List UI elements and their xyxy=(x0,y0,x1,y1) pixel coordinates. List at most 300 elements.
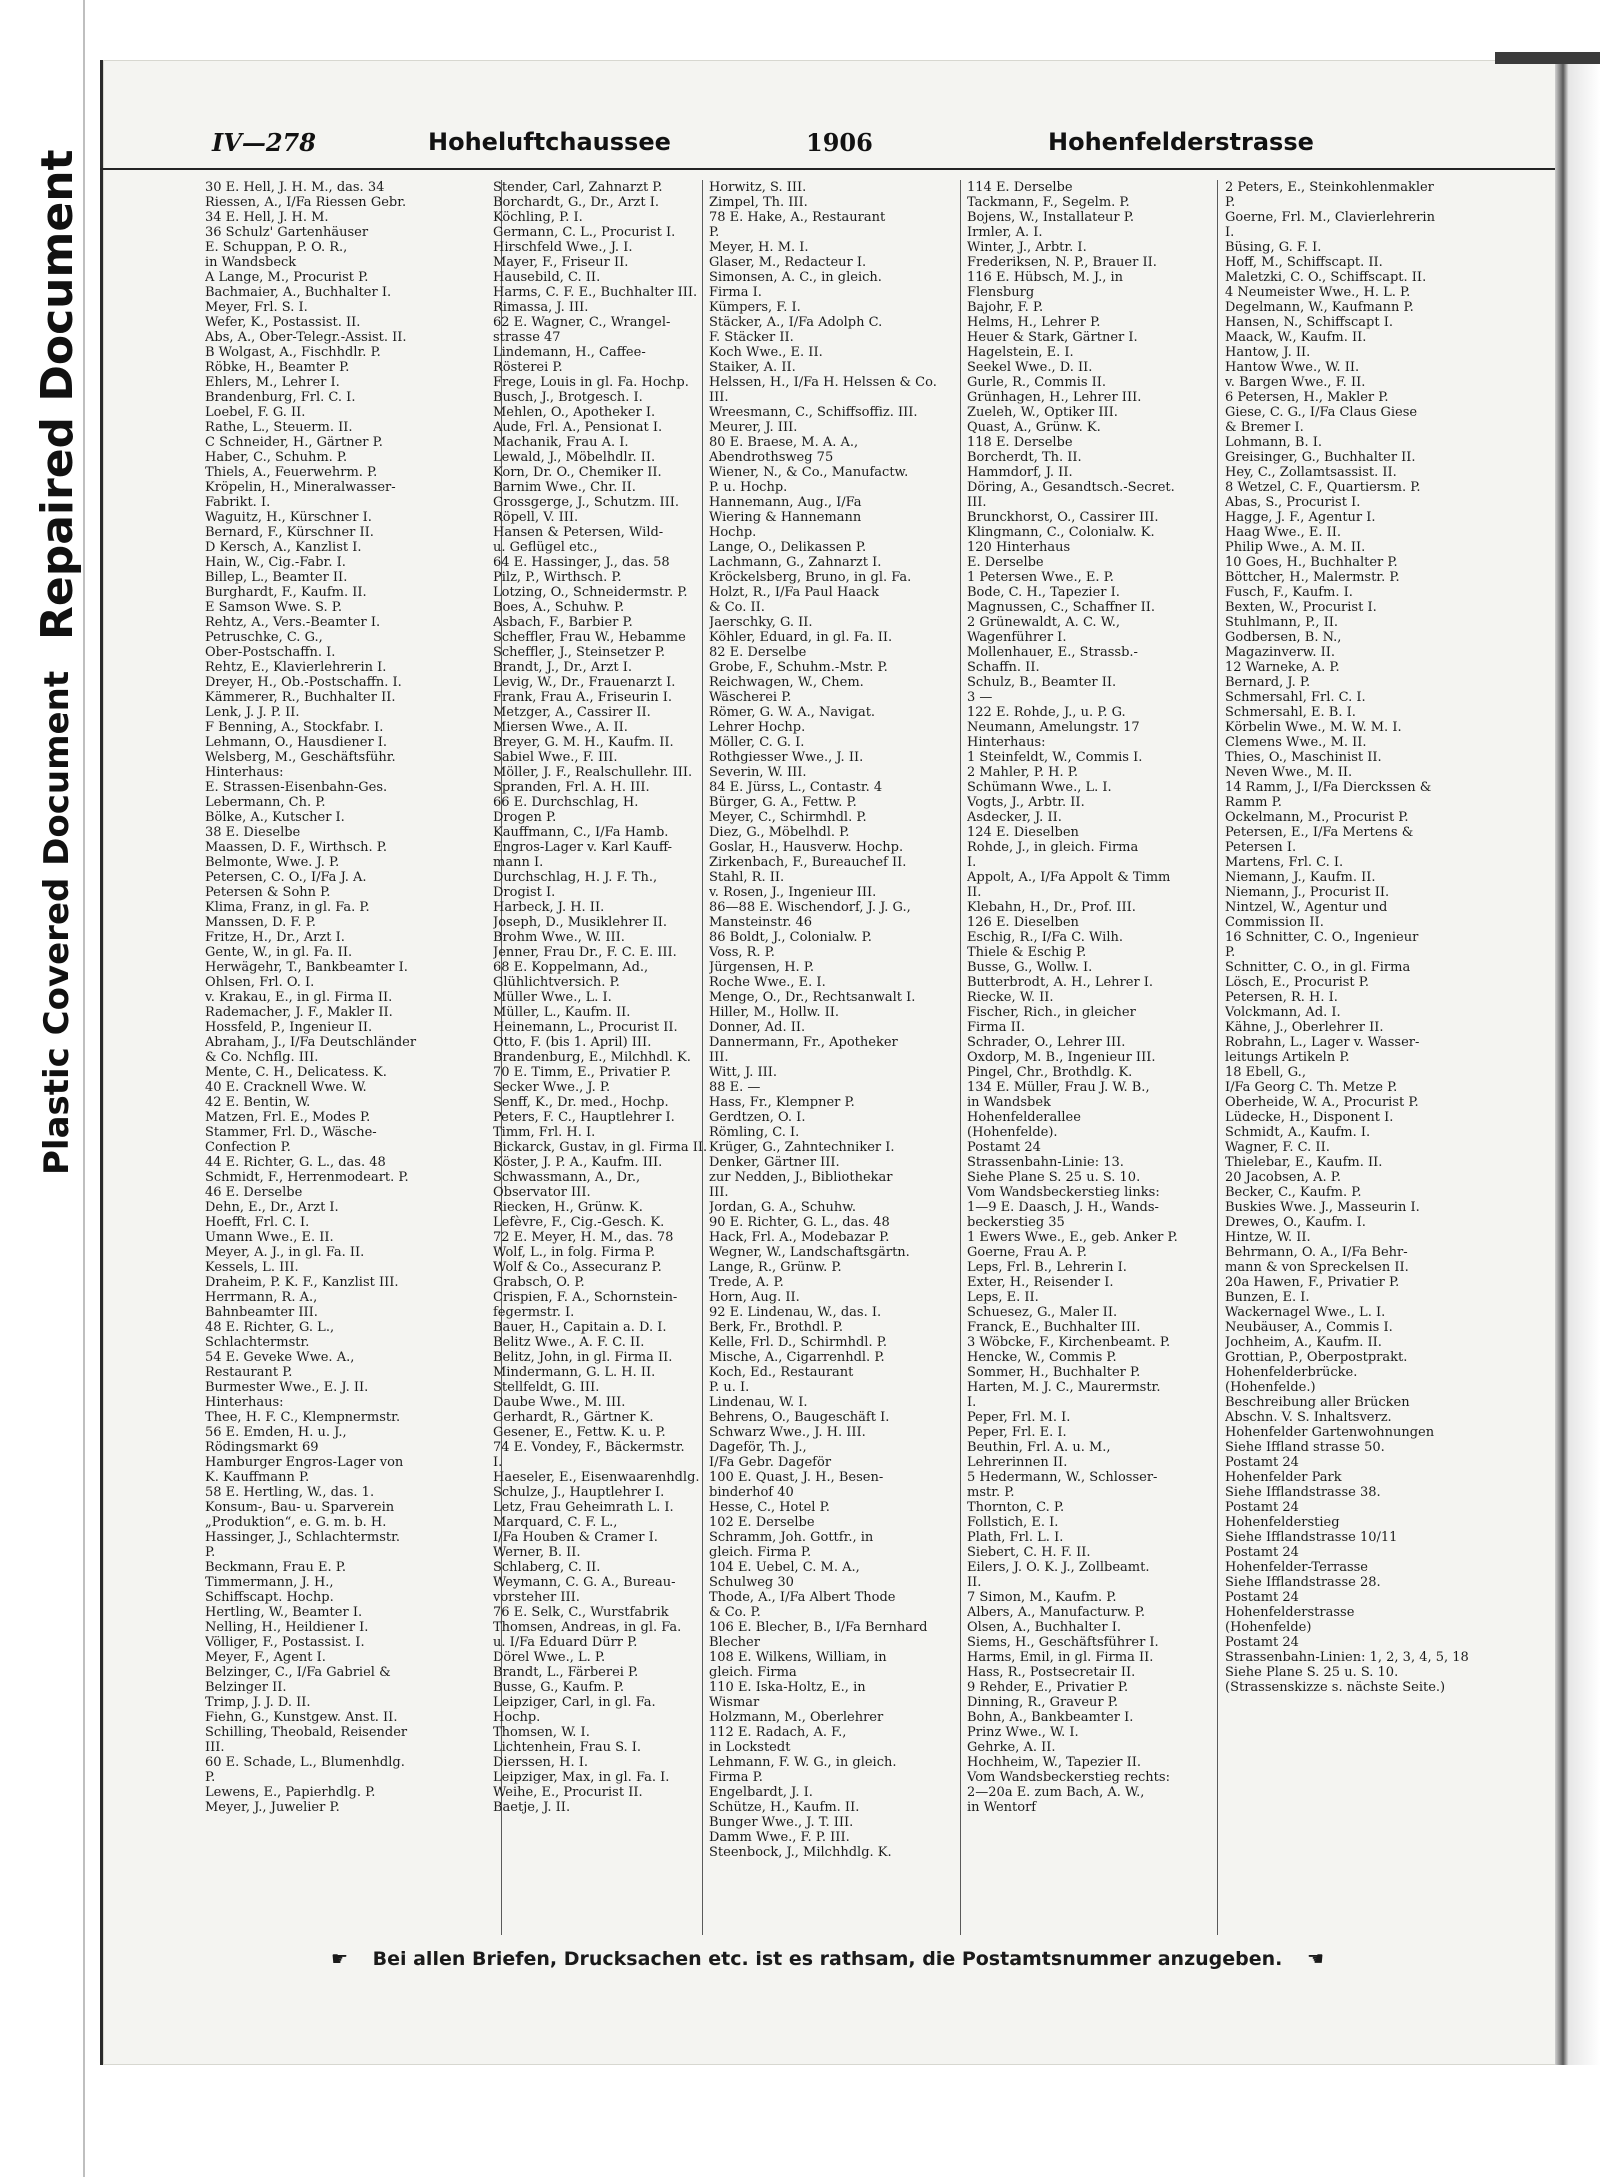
directory-entry: Kauffmann, C., I/Fa Hamb. xyxy=(493,825,669,840)
directory-entry: Boes, A., Schuhw. P. xyxy=(493,600,625,615)
directory-entry: I/Fa Gebr. Dageför xyxy=(709,1455,832,1470)
directory-entry: Hohenfelder Gartenwohnungen xyxy=(1225,1425,1435,1440)
directory-entry: 1 Ewers Wwe., E., geb. Anker P. xyxy=(967,1230,1178,1245)
directory-entry: Hannemann, Aug., I/Fa xyxy=(709,495,862,510)
directory-entry: Daube Wwe., M. III. xyxy=(493,1395,626,1410)
directory-entry: Thornton, C. P. xyxy=(967,1500,1065,1515)
directory-entry: Bürger, G. A., Fettw. P. xyxy=(709,795,857,810)
directory-entry: Belzinger, C., I/Fa Gabriel & xyxy=(205,1665,391,1680)
directory-entry: Schaffn. II. xyxy=(967,660,1040,675)
directory-entry: 126 E. Dieselben xyxy=(967,915,1079,930)
directory-entry: Becker, C., Kaufm. P. xyxy=(1225,1185,1362,1200)
directory-entry: Trimp, J. J. D. II. xyxy=(205,1695,311,1710)
directory-entry: Brandt, J., Dr., Arzt I. xyxy=(493,660,632,675)
directory-entry: Hochp. xyxy=(709,525,757,540)
directory-entry: Firma II. xyxy=(967,1020,1026,1035)
directory-entry: Witt, J. III. xyxy=(709,1065,778,1080)
directory-entry: Wolf & Co., Assecuranz P. xyxy=(493,1260,662,1275)
directory-entry: 7 Simon, M., Kaufm. P. xyxy=(967,1590,1117,1605)
directory-entry: Menge, O., Dr., Rechtsanwalt I. xyxy=(709,990,916,1005)
directory-entry: Hintze, W. II. xyxy=(1225,1230,1311,1245)
directory-entry: Abendrothsweg 75 xyxy=(709,450,834,465)
directory-entry: Hassinger, J., Schlachtermstr. xyxy=(205,1530,401,1545)
directory-entry: Köchling, P. I. xyxy=(493,210,583,225)
directory-entry: Hertling, W., Beamter I. xyxy=(205,1605,363,1620)
directory-entry: Schramm, Joh. Gottfr., in xyxy=(709,1530,874,1545)
directory-entry: 1 Steinfeldt, W., Commis I. xyxy=(967,750,1143,765)
directory-columns xyxy=(205,180,1550,1940)
directory-entry: F. Stäcker II. xyxy=(709,330,794,345)
directory-entry: Lewens, E., Papierhdlg. P. xyxy=(205,1785,376,1800)
directory-entry: 48 E. Richter, G. L., xyxy=(205,1320,335,1335)
directory-entry: Welsberg, M., Geschäftsführ. xyxy=(205,750,396,765)
directory-entry: Voss, R. P. xyxy=(709,945,775,960)
directory-entry: Weymann, C. G. A., Bureau- xyxy=(493,1575,676,1590)
directory-entry: Klebahn, H., Dr., Prof. III. xyxy=(967,900,1136,915)
directory-entry: Wismar xyxy=(709,1695,760,1710)
directory-entry: 14 Ramm, J., I/Fa Dierckssen & xyxy=(1225,780,1432,795)
directory-entry: Meurer, J. III. xyxy=(709,420,798,435)
directory-entry: Pilz, P., Wirthsch. P. xyxy=(493,570,622,585)
directory-entry: Ober-Postschaffn. I. xyxy=(205,645,336,660)
scan-margin-strip xyxy=(0,0,85,2177)
directory-entry: Hamburger Engros-Lager von xyxy=(205,1455,404,1470)
directory-entry: Maack, W., Kaufm. II. xyxy=(1225,330,1367,345)
directory-entry: 38 E. Dieselbe xyxy=(205,825,301,840)
directory-entry: Thiele & Eschig P. xyxy=(967,945,1087,960)
directory-entry: Gente, W., in gl. Fa. II. xyxy=(205,945,353,960)
directory-entry: Frege, Louis in gl. Fa. Hochp. xyxy=(493,375,689,390)
directory-entry: Brandt, L., Färberei P. xyxy=(493,1665,639,1680)
directory-entry: Clemens Wwe., M. II. xyxy=(1225,735,1367,750)
directory-entry: Möller, J. F., Realschullehr. III. xyxy=(493,765,693,780)
directory-entry: Crispien, F. A., Schornstein- xyxy=(493,1290,678,1305)
directory-entry: Pingel, Chr., Brothdlg. K. xyxy=(967,1065,1133,1080)
directory-entry: Petersen, C. O., I/Fa J. A. xyxy=(205,870,367,885)
directory-entry: Niemann, J., Kaufm. II. xyxy=(1225,870,1376,885)
directory-entry: Glaser, M., Redacteur I. xyxy=(709,255,867,270)
directory-entry: Breyer, G. M. H., Kaufm. II. xyxy=(493,735,674,750)
directory-entry: Asbach, F., Barbier P. xyxy=(493,615,633,630)
directory-entry: Magnussen, C., Schaffner II. xyxy=(967,600,1156,615)
directory-entry: 80 E. Braese, M. A. A., xyxy=(709,435,859,450)
directory-entry: Giese, C. G., I/Fa Claus Giese xyxy=(1225,405,1418,420)
directory-entry: 76 E. Selk, C., Wurstfabrik xyxy=(493,1605,669,1620)
directory-entry: Severin, W. III. xyxy=(709,765,807,780)
directory-entry: Brohm Wwe., W. III. xyxy=(493,930,625,945)
directory-entry: Borcherdt, Th. II. xyxy=(967,450,1082,465)
directory-entry: Jochheim, A., Kaufm. II. xyxy=(1225,1335,1382,1350)
directory-entry: Burmester Wwe., E. J. II. xyxy=(205,1380,369,1395)
directory-entry: Oberheide, W. A., Procurist P. xyxy=(1225,1095,1419,1110)
directory-entry: Wackernagel Wwe., L. I. xyxy=(1225,1305,1386,1320)
directory-entry: Mansteinstr. 46 xyxy=(709,915,813,930)
directory-entry: Leipziger, Max, in gl. Fa. I. xyxy=(493,1770,670,1785)
directory-entry: Levig, W., Dr., Frauenarzt I. xyxy=(493,675,676,690)
directory-entry: Quast, A., Grünw. K. xyxy=(967,420,1101,435)
directory-entry: Firma I. xyxy=(709,285,762,300)
directory-entry: Schlaberg, C. II. xyxy=(493,1560,601,1575)
directory-entry: Horn, Aug. II. xyxy=(709,1290,800,1305)
directory-entry: Hochp. xyxy=(493,1710,541,1725)
directory-entry: Dehn, E., Dr., Arzt I. xyxy=(205,1200,339,1215)
directory-entry: Siehe Ifflandstrasse 28. xyxy=(1225,1575,1381,1590)
page-footer-notice xyxy=(100,1948,1555,1978)
directory-entry: Lebermann, Ch. P. xyxy=(205,795,326,810)
directory-entry: 16 Schnitter, C. O., Ingenieur xyxy=(1225,930,1419,945)
directory-entry: Strassenbahn-Linie: 13. xyxy=(967,1155,1124,1170)
directory-entry: Belitz, John, in gl. Firma II. xyxy=(493,1350,673,1365)
directory-entry: Letz, Frau Geheimrath L. I. xyxy=(493,1500,674,1515)
header-rule xyxy=(100,168,1555,170)
directory-entry: 100 E. Quast, J. H., Besen- xyxy=(709,1470,884,1485)
directory-entry: Greisinger, G., Buchhalter II. xyxy=(1225,450,1416,465)
directory-entry: Timm, Frl. H. I. xyxy=(493,1125,596,1140)
directory-entry: & Bremer I. xyxy=(1225,420,1304,435)
directory-entry: Busch, J., Brotgesch. I. xyxy=(493,390,643,405)
pointing-hand-icon: ☚ xyxy=(1307,1948,1325,1970)
directory-entry: Wreesmann, C., Schiffsoffiz. III. xyxy=(709,405,918,420)
directory-entry: Metzger, A., Cassirer II. xyxy=(493,705,651,720)
directory-entry: Heuer & Stark, Gärtner I. xyxy=(967,330,1138,345)
directory-entry: Horwitz, S. III. xyxy=(709,180,807,195)
directory-entry: Burghardt, F., Kaufm. II. xyxy=(205,585,367,600)
directory-entry: Haeseler, E., Eisenwaarenhdlg. xyxy=(493,1470,700,1485)
header-street-right: Hohenfelderstrasse xyxy=(1048,128,1314,156)
repaired-document-label: Repaired Document xyxy=(32,149,83,640)
directory-entry: Degelmann, W., Kaufmann P. xyxy=(1225,300,1414,315)
pointing-hand-icon: ☛ xyxy=(330,1948,348,1970)
directory-entry: Hohenfelderallee xyxy=(967,1110,1081,1125)
directory-entry: v. Krakau, E., in gl. Firma II. xyxy=(205,990,393,1005)
directory-entry: Hey, C., Zollamtsassist. II. xyxy=(1225,465,1397,480)
directory-entry: Jaerschky, G. II. xyxy=(709,615,813,630)
directory-entry: 1 Petersen Wwe., E. P. xyxy=(967,570,1114,585)
header-street-left: Hoheluftchaussee xyxy=(428,128,671,156)
directory-entry: K. Kauffmann P. xyxy=(205,1470,310,1485)
directory-entry: Machanik, Frau A. I. xyxy=(493,435,629,450)
directory-entry: 20 Jacobsen, A. P. xyxy=(1225,1170,1341,1185)
directory-entry: Herrmann, R. A., xyxy=(205,1290,318,1305)
directory-entry: Siehe Plane S. 25 u. S. 10. xyxy=(1225,1665,1399,1680)
directory-entry: Hencke, W., Commis P. xyxy=(967,1350,1117,1365)
directory-entry: Möller, C. G. I. xyxy=(709,735,805,750)
directory-entry: Appolt, A., I/Fa Appolt & Timm xyxy=(967,870,1171,885)
directory-entry: Lehrer Hochp. xyxy=(709,720,806,735)
directory-entry: Bexten, W., Procurist I. xyxy=(1225,600,1377,615)
directory-entry: Gesener, E., Fettw. K. u. P. xyxy=(493,1425,666,1440)
directory-entry: Grobe, F., Schuhm.-Mstr. P. xyxy=(709,660,888,675)
directory-entry: 2 Grünewaldt, A. C. W., xyxy=(967,615,1121,630)
directory-entry: Meyer, C., Schirmhdl. P. xyxy=(709,810,867,825)
directory-entry: Tackmann, F., Segelm. P. xyxy=(967,195,1130,210)
directory-entry: Stellfeldt, G. III. xyxy=(493,1380,600,1395)
directory-entry: in Wentorf xyxy=(967,1800,1037,1815)
directory-entry: Bojens, W., Installateur P. xyxy=(967,210,1135,225)
directory-entry: Petersen I. xyxy=(1225,840,1297,855)
directory-entry: 60 E. Schade, L., Blumenhdlg. xyxy=(205,1755,405,1770)
directory-column-2 xyxy=(493,180,728,1940)
directory-entry: mann & von Spreckelsen II. xyxy=(1225,1260,1409,1275)
footer-text: Bei allen Briefen, Drucksachen etc. ist es rathsam, die Postamtsnummer anzugeben. xyxy=(372,1948,1283,1970)
directory-entry: P. xyxy=(1225,195,1236,210)
directory-entry: 86—88 E. Wischendorf, J. J. G., xyxy=(709,900,911,915)
directory-entry: Abschn. V. S. Inhaltsverz. xyxy=(1225,1410,1392,1425)
directory-entry: Lewald, J., Möbelhdlr. II. xyxy=(493,450,656,465)
directory-column-5 xyxy=(1225,180,1471,1940)
directory-entry: Kröckelsberg, Bruno, in gl. Fa. xyxy=(709,570,912,585)
directory-entry: Köhler, Eduard, in gl. Fa. II. xyxy=(709,630,893,645)
directory-entry: Fiehn, G., Kunstgew. Anst. II. xyxy=(205,1710,398,1725)
directory-entry: Petersen & Sohn P. xyxy=(205,885,331,900)
directory-entry: E. Strassen-Eisenbahn-Ges. xyxy=(205,780,388,795)
directory-entry: Lotzing, O., Schneidermstr. P. xyxy=(493,585,688,600)
directory-entry: Lichtenhein, Frau S. I. xyxy=(493,1740,642,1755)
directory-entry: v. Bargen Wwe., F. II. xyxy=(1225,375,1366,390)
directory-entry: 58 E. Hertling, W., das. 1. xyxy=(205,1485,375,1500)
directory-entry: Gurle, R., Commis II. xyxy=(967,375,1107,390)
directory-entry: Stender, Carl, Zahnarzt P. xyxy=(493,180,663,195)
directory-entry: Diez, G., Möbelhdl. P. xyxy=(709,825,850,840)
directory-entry: Schulz, B., Beamter II. xyxy=(967,675,1117,690)
directory-entry: Goerne, Frau A. P. xyxy=(967,1245,1087,1260)
directory-entry: Lachmann, G., Zahnarzt I. xyxy=(709,555,882,570)
directory-entry: & Co. Nchflg. III. xyxy=(205,1050,319,1065)
directory-entry: Körbelin Wwe., M. W. M. I. xyxy=(1225,720,1402,735)
directory-entry: Werner, B. II. xyxy=(493,1545,581,1560)
directory-entry: Zimpel, Th. III. xyxy=(709,195,808,210)
directory-entry: Marquard, C. F. L., xyxy=(493,1515,618,1530)
directory-entry: 3 Wöbcke, F., Kirchenbeamt. P. xyxy=(967,1335,1171,1350)
directory-entry: 82 E. Derselbe xyxy=(709,645,807,660)
directory-entry: Thomsen, W. I. xyxy=(493,1725,590,1740)
directory-entry: Spranden, Frl. A. H. III. xyxy=(493,780,650,795)
directory-entry: P. u. Hochp. xyxy=(709,480,788,495)
directory-entry: Barnim Wwe., Chr. II. xyxy=(493,480,636,495)
directory-entry: Bunger Wwe., J. T. III. xyxy=(709,1815,854,1830)
directory-entry: Bunzen, E. I. xyxy=(1225,1290,1310,1305)
directory-entry: Postamt 24 xyxy=(1225,1455,1299,1470)
directory-entry: Glühlichtversich. P. xyxy=(493,975,620,990)
directory-entry: Jenner, Frau Dr., F. C. E. III. xyxy=(493,945,677,960)
directory-entry: III. xyxy=(205,1740,225,1755)
directory-entry: Drogen P. xyxy=(493,810,557,825)
directory-entry: 120 Hinterhaus xyxy=(967,540,1071,555)
directory-entry: Irmler, A. I. xyxy=(967,225,1043,240)
directory-entry: Brunckhorst, O., Cassirer III. xyxy=(967,510,1159,525)
directory-entry: Lüdecke, H., Disponent I. xyxy=(1225,1110,1394,1125)
directory-entry: I/Fa Georg C. Th. Metze P. xyxy=(1225,1080,1398,1095)
page-header xyxy=(100,128,1555,168)
directory-entry: Wefer, K., Postassist. II. xyxy=(205,315,361,330)
directory-entry: Joseph, D., Musiklehrer II. xyxy=(493,915,667,930)
directory-entry: Ramm P. xyxy=(1225,795,1282,810)
directory-entry: Waguitz, H., Kürschner I. xyxy=(205,510,372,525)
directory-entry: Schmidt, F., Herrenmodeart. P. xyxy=(205,1170,409,1185)
directory-entry: III. xyxy=(709,1050,729,1065)
directory-entry: Haag Wwe., E. II. xyxy=(1225,525,1342,540)
directory-entry: Busse, G., Wollw. I. xyxy=(967,960,1093,975)
directory-entry: 36 Schulz' Gartenhäuser xyxy=(205,225,369,240)
directory-entry: Trede, A. P. xyxy=(709,1275,784,1290)
directory-entry: leitungs Artikeln P. xyxy=(1225,1050,1350,1065)
directory-entry: Butterbrodt, A. H., Lehrer I. xyxy=(967,975,1154,990)
directory-entry: mstr. P. xyxy=(967,1485,1015,1500)
directory-entry: Holzmann, M., Oberlehrer xyxy=(709,1710,884,1725)
directory-entry: Frederiksen, N. P., Brauer II. xyxy=(967,255,1157,270)
directory-entry: Goslar, H., Hausverw. Hochp. xyxy=(709,840,904,855)
directory-entry: Schwarz Wwe., J. H. III. xyxy=(709,1425,866,1440)
directory-entry: Durchschlag, H. J. F. Th., xyxy=(493,870,658,885)
directory-entry: 66 E. Durchschlag, H. xyxy=(493,795,639,810)
directory-entry: Mische, A., Cigarrenhdl. P. xyxy=(709,1350,885,1365)
directory-entry: Grottian, P., Oberpostprakt. xyxy=(1225,1350,1408,1365)
directory-entry: Röpell, V. III. xyxy=(493,510,579,525)
directory-entry: Albers, A., Manufacturw. P. xyxy=(967,1605,1146,1620)
directory-entry: 90 E. Richter, G. L., das. 48 xyxy=(709,1215,890,1230)
directory-entry: Hantow Wwe., W. II. xyxy=(1225,360,1360,375)
directory-entry: 78 E. Hake, A., Restaurant xyxy=(709,210,886,225)
directory-entry: Thode, A., I/Fa Albert Thode xyxy=(709,1590,896,1605)
directory-entry: Commission II. xyxy=(1225,915,1324,930)
directory-entry: 5 Hedermann, W., Schlosser- xyxy=(967,1470,1158,1485)
directory-entry: D Kersch, A., Kanzlist I. xyxy=(205,540,362,555)
directory-entry: Schmersahl, E. B. I. xyxy=(1225,705,1356,720)
directory-entry: 2 Mahler, P. H. P. xyxy=(967,765,1078,780)
directory-entry: Lösch, E., Procurist P. xyxy=(1225,975,1370,990)
directory-entry: Schrader, O., Lehrer III. xyxy=(967,1035,1126,1050)
directory-entry: Bickarck, Gustav, in gl. Firma II. xyxy=(493,1140,708,1155)
directory-entry: (Strassenskizze s. nächste Seite.) xyxy=(1225,1680,1446,1695)
directory-entry: Bölke, A., Kutscher I. xyxy=(205,810,345,825)
directory-entry: Dinning, R., Graveur P. xyxy=(967,1695,1118,1710)
directory-entry: Ohlsen, Frl. O. I. xyxy=(205,975,315,990)
directory-entry: Magazinverw. II. xyxy=(1225,645,1336,660)
directory-entry: Leipziger, Carl, in gl. Fa. xyxy=(493,1695,656,1710)
binding-mark xyxy=(1495,52,1600,64)
directory-entry: Abas, S., Procurist I. xyxy=(1225,495,1361,510)
directory-entry: Nelling, H., Heildiener I. xyxy=(205,1620,369,1635)
plastic-covered-document-label: Plastic Covered Document xyxy=(37,670,77,1175)
directory-entry: Mayer, F., Friseur II. xyxy=(493,255,629,270)
directory-entry: 4 Neumeister Wwe., H. L. P. xyxy=(1225,285,1411,300)
directory-entry: 2—20a E. zum Bach, A. W., xyxy=(967,1785,1145,1800)
directory-entry: binderhof 40 xyxy=(709,1485,794,1500)
directory-entry: Siehe Ifflandstrasse 10/11 xyxy=(1225,1530,1398,1545)
directory-entry: 20a Hawen, F., Privatier P. xyxy=(1225,1275,1400,1290)
directory-entry: Zueleh, W., Optiker III. xyxy=(967,405,1118,420)
directory-entry: 46 E. Derselbe xyxy=(205,1185,303,1200)
directory-entry: in Wandsbeck xyxy=(205,255,297,270)
directory-entry: 18 Ebell, G., xyxy=(1225,1065,1306,1080)
directory-entry: II. xyxy=(967,1575,982,1590)
directory-entry: III. xyxy=(709,390,729,405)
page-number: IV—278 xyxy=(212,128,316,157)
directory-entry: Schulze, J., Hauptlehrer I. xyxy=(493,1485,665,1500)
directory-entry: Blecher xyxy=(709,1635,760,1650)
directory-entry: Eschig, R., I/Fa C. Wilh. xyxy=(967,930,1123,945)
directory-entry: Petruschke, C. G., xyxy=(205,630,323,645)
directory-entry: Holzt, R., I/Fa Paul Haack xyxy=(709,585,879,600)
directory-entry: Hohenfelderstieg xyxy=(1225,1515,1340,1530)
directory-entry: Wiener, N., & Co., Manufactw. xyxy=(709,465,909,480)
directory-entry: Schnitter, C. O., in gl. Firma xyxy=(1225,960,1411,975)
directory-entry: Meyer, H. M. I. xyxy=(709,240,809,255)
directory-entry: 84 E. Jürss, L., Contastr. 4 xyxy=(709,780,883,795)
directory-entry: Schmidt, A., Kaufm. I. xyxy=(1225,1125,1371,1140)
directory-entry: strasse 47 xyxy=(493,330,561,345)
directory-entry: Niemann, J., Procurist II. xyxy=(1225,885,1390,900)
directory-entry: Lange, R., Grünw. P. xyxy=(709,1260,842,1275)
directory-entry: Hass, Fr., Klempner P. xyxy=(709,1095,855,1110)
directory-entry: Timmermann, J. H., xyxy=(205,1575,334,1590)
directory-entry: Matzen, Frl. E., Modes P. xyxy=(205,1110,371,1125)
directory-entry: Gehrke, A. II. xyxy=(967,1740,1056,1755)
directory-entry: Böttcher, H., Malermstr. P. xyxy=(1225,570,1400,585)
directory-entry: Plath, Frl. L. I. xyxy=(967,1530,1064,1545)
directory-entry: Kämmerer, R., Buchhalter II. xyxy=(205,690,396,705)
directory-entry: Hammdorf, J. II. xyxy=(967,465,1073,480)
directory-entry: Rimassa, J. III. xyxy=(493,300,589,315)
directory-entry: Bohn, A., Bankbeamter I. xyxy=(967,1710,1134,1725)
directory-entry: Lehmann, O., Hausdiener I. xyxy=(205,735,388,750)
directory-entry: (Hohenfelde.) xyxy=(1225,1380,1316,1395)
directory-entry: Busse, G., Kaufm. P. xyxy=(493,1680,625,1695)
directory-entry: 102 E. Derselbe xyxy=(709,1515,815,1530)
directory-entry: Mollenhauer, E., Strassb.- xyxy=(967,645,1138,660)
directory-entry: Völliger, F., Postassist. I. xyxy=(205,1635,365,1650)
directory-entry: Rehtz, E., Klavierlehrerin I. xyxy=(205,660,387,675)
directory-entry: I/Fa Houben & Cramer I. xyxy=(493,1530,658,1545)
directory-entry: Hoff, M., Schiffscapt. II. xyxy=(1225,255,1383,270)
directory-entry: Siehe Iffland strasse 50. xyxy=(1225,1440,1385,1455)
directory-entry: Schütze, H., Kaufm. II. xyxy=(709,1800,860,1815)
directory-entry: Meyer, J., Juwelier P. xyxy=(205,1800,340,1815)
directory-entry: 62 E. Wagner, C., Wrangel- xyxy=(493,315,671,330)
directory-entry: Römer, G. W. A., Navigat. xyxy=(709,705,876,720)
directory-entry: Wagner, F. C. II. xyxy=(1225,1140,1330,1155)
directory-entry: 114 E. Derselbe xyxy=(967,180,1073,195)
directory-entry: Sabiel Wwe., F. III. xyxy=(493,750,618,765)
directory-entry: Zirkenbach, F., Bureauchef II. xyxy=(709,855,907,870)
directory-entry: Simonsen, A. C., in gleich. xyxy=(709,270,882,285)
directory-entry: 92 E. Lindenau, W., das. I. xyxy=(709,1305,882,1320)
directory-entry: Ockelmann, M., Procurist P. xyxy=(1225,810,1409,825)
directory-entry: Rothgiesser Wwe., J. II. xyxy=(709,750,864,765)
directory-entry: Kümpers, F. I. xyxy=(709,300,801,315)
directory-entry: Neven Wwe., M. II. xyxy=(1225,765,1353,780)
directory-entry: P. u. I. xyxy=(709,1380,750,1395)
directory-entry: Bode, C. H., Tapezier I. xyxy=(967,585,1120,600)
directory-entry: Klingmann, C., Colonialw. K. xyxy=(967,525,1155,540)
directory-entry: Manssen, D. F. P. xyxy=(205,915,316,930)
directory-entry: Mehlen, O., Apotheker I. xyxy=(493,405,656,420)
directory-entry: Hinterhaus: xyxy=(967,735,1046,750)
directory-column-3 xyxy=(709,180,955,1940)
directory-entry: Fabrikt. I. xyxy=(205,495,271,510)
directory-entry: Ehlers, M., Lehrer I. xyxy=(205,375,340,390)
directory-entry: P. xyxy=(205,1545,216,1560)
directory-entry: Wäscherei P. xyxy=(709,690,792,705)
directory-entry: Lehmann, F. W. G., in gleich. xyxy=(709,1755,897,1770)
directory-entry: Harms, Emil, in gl. Firma II. xyxy=(967,1650,1154,1665)
directory-entry: 44 E. Richter, G. L., das. 48 xyxy=(205,1155,386,1170)
directory-entry: Thielebar, E., Kaufm. II. xyxy=(1225,1155,1383,1170)
directory-entry: Heinemann, L., Procurist II. xyxy=(493,1020,678,1035)
directory-entry: Neubäuser, A., Commis I. xyxy=(1225,1320,1393,1335)
directory-entry: Belmonte, Wwe. J. P. xyxy=(205,855,340,870)
directory-entry: Postamt 24 xyxy=(1225,1635,1299,1650)
